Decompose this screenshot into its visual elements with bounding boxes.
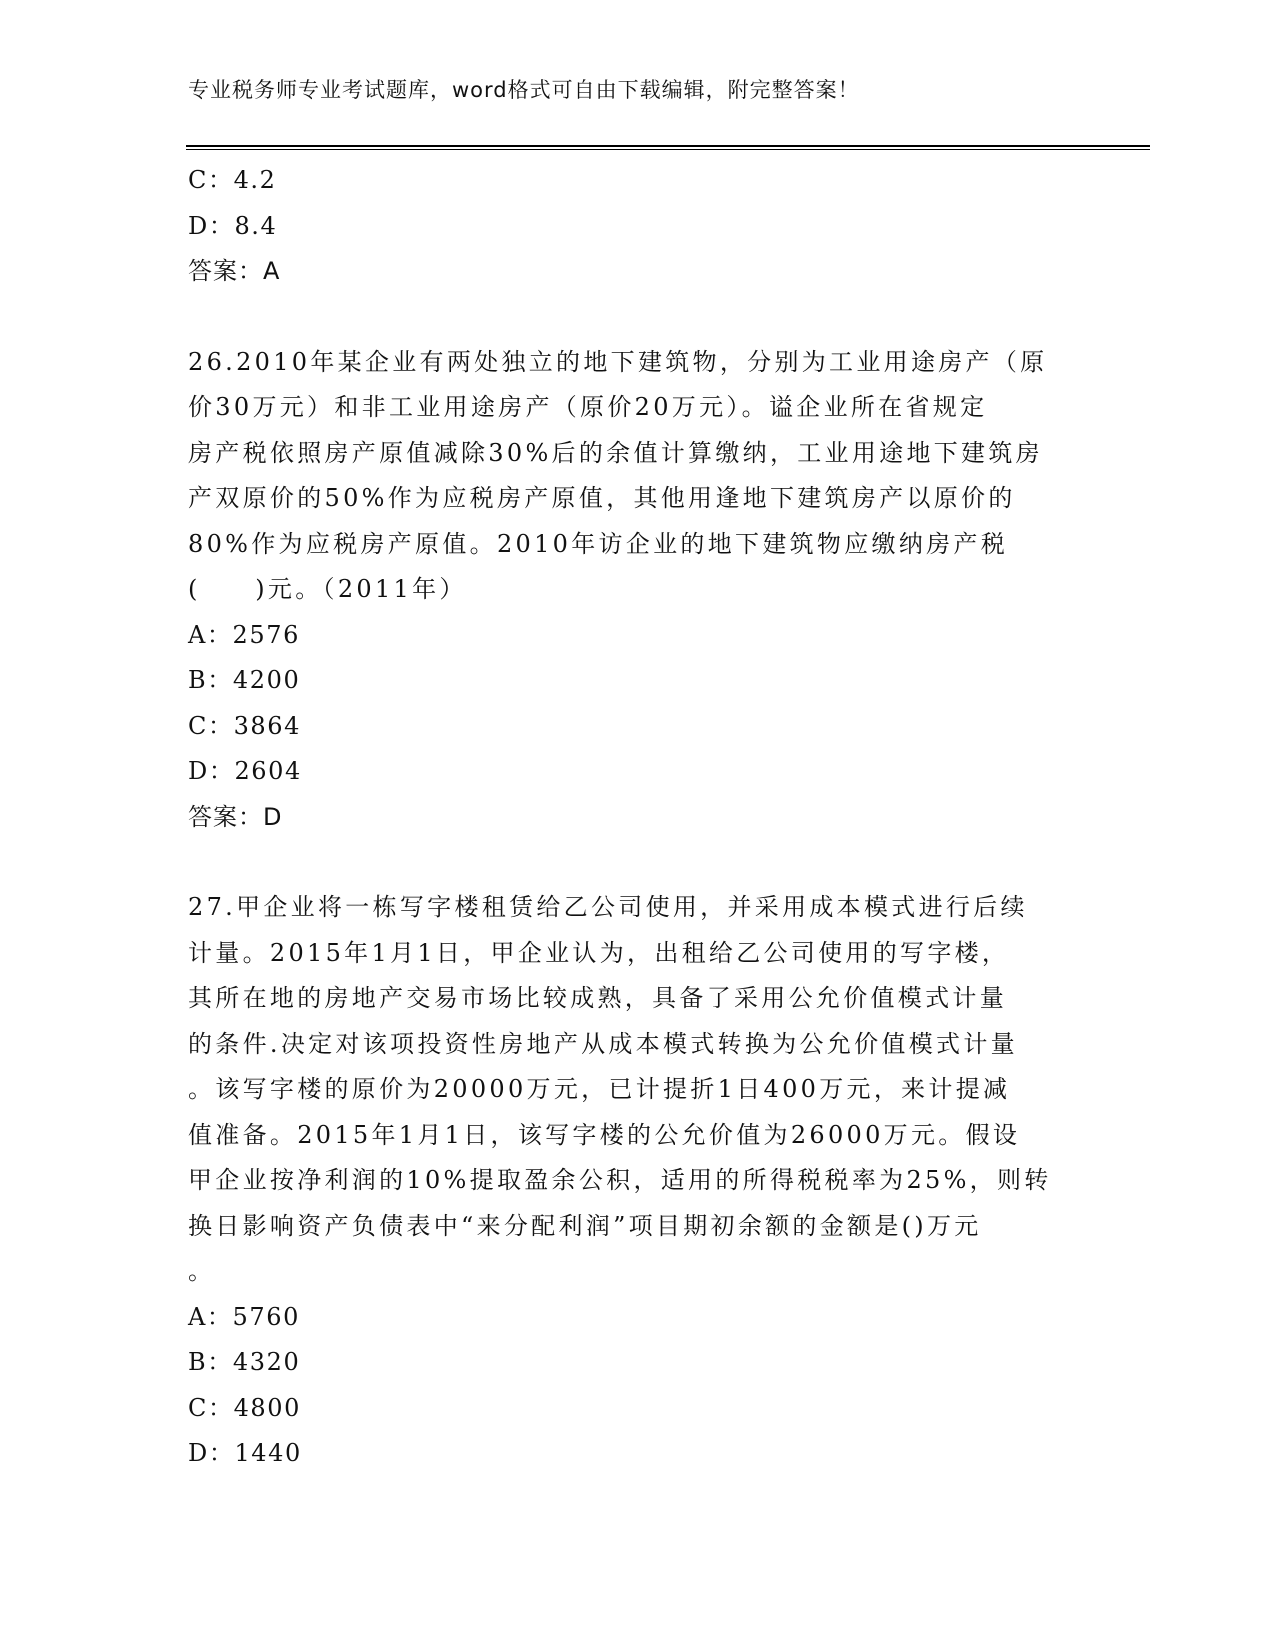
q26-option-d: D：2604: [188, 757, 302, 785]
q27-text-line: 。该写字楼的原价为20000万元，已计提折1日400万元，来计提减: [188, 1075, 1011, 1103]
q27-text-line: 的条件.决定对该项投资性房地产从成本模式转换为公允价值模式计量: [188, 1029, 1018, 1058]
q27-text-line: 甲企业按净利润的10%提取盈余公积，适用的所得税税率为25%，则转: [188, 1166, 1052, 1194]
q26-text-line: 80%作为应税房产原值。2010年访企业的地下建筑物应缴纳房产税: [188, 529, 1009, 558]
q27-text-line: 值准备。2015年1月1日，该写字楼的公允价值为26000万元。假设: [188, 1120, 1021, 1149]
q26-answer: 答案：D: [188, 802, 283, 831]
q27-option-b: B：4320: [188, 1348, 301, 1376]
q26-text-line: ( )元。（2011年）: [188, 575, 467, 603]
q27-text-line: 换日影响资产负债表中“来分配利润”项目期初余额的金额是()万元: [188, 1211, 982, 1240]
spacer: [188, 295, 1088, 340]
q25-option-c: C：4.2: [188, 166, 277, 194]
q25-answer: 答案：A: [188, 257, 281, 285]
q27-text-line: 。: [188, 1257, 216, 1285]
q27-option-c: C：4800: [188, 1393, 302, 1422]
question-26: [188, 340, 1088, 841]
q25-option-d: D：8.4: [188, 211, 278, 240]
page-header: 专业税务师专业考试题库，word格式可自由下载编辑，附完整答案！: [188, 78, 860, 102]
q26-option-c: C：3864: [188, 711, 302, 740]
q26-text-line: 产双原价的50%作为应税房产原值，其他用逢地下建筑房产以原价的: [188, 484, 1016, 512]
q27-text-line: 其所在地的房地产交易市场比较成熟，具备了采用公允价值模式计量: [188, 984, 1007, 1012]
q27-text-line: 计量。2015年1月1日，甲企业认为，出租给乙公司使用的写字楼，: [188, 938, 1010, 967]
q27-option-d: D：1440: [188, 1439, 302, 1467]
exam-content: [188, 158, 1088, 1477]
q27-option-a: A：5760: [188, 1302, 301, 1331]
header-rule-thick: [186, 145, 1150, 147]
header-rule-thin: [186, 149, 1150, 150]
q26-option-b: B：4200: [188, 666, 301, 694]
spacer: [188, 840, 1088, 885]
question-27: [188, 885, 1088, 1477]
q26-text-line: 房产税依照房产原值减除30%后的余值计算缴纳，工业用途地下建筑房: [188, 438, 1043, 467]
q27-text-line: 27.甲企业将一栋写字楼租赁给乙公司使用，并采用成本模式进行后续: [188, 893, 1028, 921]
q26-option-a: A：2576: [188, 620, 301, 649]
q26-text-line: 价30万元）和非工业用途房产（原价20万元）。谥企业所在省规定: [188, 393, 988, 421]
q26-text-line: 26.2010年某企业有两处独立的地下建筑物，分别为工业用途房产（原: [188, 347, 1048, 376]
